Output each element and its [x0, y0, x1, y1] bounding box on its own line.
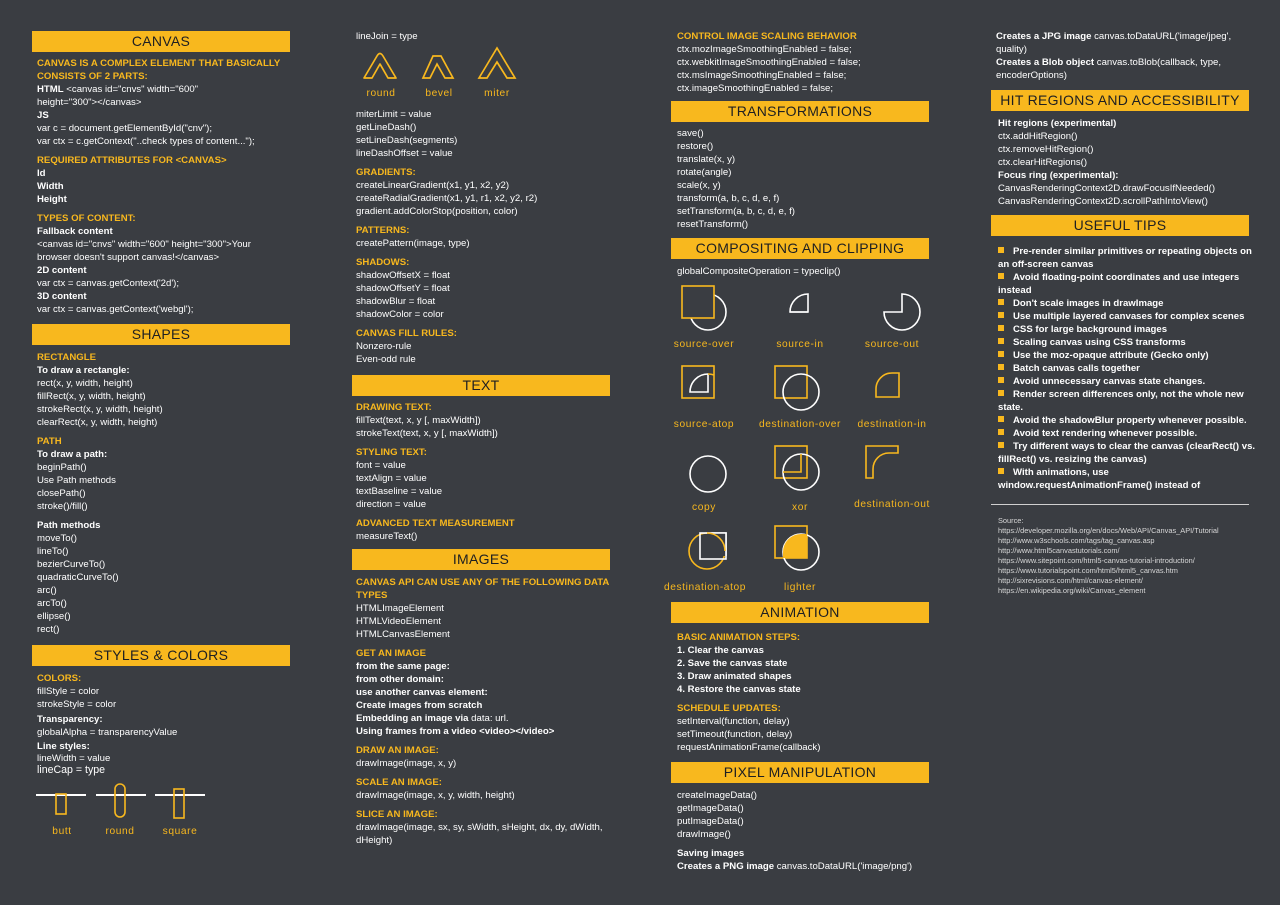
fill-rules-heading: CANVAS FILL RULES: — [356, 328, 457, 339]
join-round-label: round — [366, 88, 396, 99]
tip-12-text: Avoid text rendering whenever possible. — [1013, 428, 1198, 439]
rotate-method: rotate(angle) — [677, 167, 732, 178]
add-color-stop: gradient.addColorStop(position, color) — [356, 206, 518, 217]
miter-limit: miterLimit = value — [356, 109, 432, 120]
fill-text: fillText(text, x, y [, maxWidth]) — [356, 415, 481, 426]
tip-2-text: Avoid floating-point coordinates and use integers — [1013, 272, 1240, 283]
slice-image-code-2: dHeight) — [356, 835, 393, 846]
divider — [991, 504, 1249, 505]
styles-colors-header: STYLES & COLORS — [32, 645, 290, 666]
source-over-label: source-over — [673, 339, 735, 350]
blob-code-2: encoderOptions) — [996, 70, 1067, 81]
embedding-image-label: Embedding an image via — [356, 713, 469, 724]
advanced-text-heading: ADVANCED TEXT MEASUREMENT — [356, 518, 515, 529]
path-methods-label: Path methods — [37, 520, 101, 531]
bullet-icon — [998, 338, 1004, 344]
scale-method: scale(x, y) — [677, 180, 721, 191]
path-method-lineto: lineTo() — [37, 546, 69, 557]
blob-line — [996, 56, 1221, 69]
source-atop-icon — [681, 365, 729, 413]
path-step-2: Use Path methods — [37, 475, 116, 486]
join-miter-label: miter — [484, 88, 510, 99]
attr-height: Height — [37, 194, 67, 205]
tip-13-cont: fillRect() vs. resizing the canvas) — [998, 454, 1147, 465]
xor-icon — [774, 445, 822, 493]
fallback-code-2: browser doesn't support canvas!</canvas> — [37, 252, 220, 263]
html-video-element: HTMLVideoElement — [356, 616, 441, 627]
attr-id: Id — [37, 168, 46, 179]
path-method-arcto: arcTo() — [37, 598, 67, 609]
from-other-domain: from other domain: — [356, 674, 444, 685]
embedding-image-code: data: url. — [468, 713, 509, 724]
types-heading: TYPES OF CONTENT: — [37, 213, 136, 224]
tip-8 — [998, 362, 1140, 375]
tip-11-text: Avoid the shadowBlur property whenever possible. — [1013, 415, 1247, 426]
tip-1-text: Pre-render similar primitives or repeating objects on — [1013, 246, 1252, 257]
tip-4 — [998, 310, 1244, 323]
destination-in-label: destination-in — [857, 419, 927, 430]
tip-2 — [998, 271, 1239, 284]
join-bevel-label: bevel — [425, 88, 453, 99]
restore-method: restore() — [677, 141, 714, 152]
tip-3-text: Don't scale images in drawImage — [1013, 298, 1164, 309]
shadow-blur: shadowBlur = float — [356, 296, 436, 307]
round-join-icon — [364, 54, 396, 79]
global-composite-operation: globalCompositeOperation = typeclip() — [677, 266, 841, 277]
tip-11 — [998, 414, 1247, 427]
slice-image-heading: SLICE AN IMAGE: — [356, 809, 438, 820]
draw-image-pixel: drawImage() — [677, 829, 731, 840]
bullet-icon — [998, 377, 1004, 383]
video-frames: Using frames from a video <video></video> — [356, 726, 555, 737]
content-3d-label: 3D content — [37, 291, 87, 302]
get-image-data: getImageData() — [677, 803, 744, 814]
canvas-header: CANVAS — [32, 31, 290, 52]
tip-13 — [998, 440, 1255, 453]
basic-steps-heading: BASIC ANIMATION STEPS: — [677, 632, 801, 643]
text-align: textAlign = value — [356, 473, 427, 484]
saving-images-label: Saving images — [677, 848, 745, 859]
path-method-arc: arc() — [37, 585, 57, 596]
js-code-1: var c = document.getElementById("cnv"); — [37, 123, 213, 134]
line-styles-label: Line styles: — [37, 741, 90, 752]
colors-heading: COLORS: — [37, 673, 82, 684]
draw-image-code: drawImage(image, x, y) — [356, 758, 457, 769]
stroke-style: strokeStyle = color — [37, 699, 117, 710]
image-smoothing: ctx.imageSmoothingEnabled = false; — [677, 83, 833, 94]
source-label: Source: — [998, 516, 1024, 525]
strokerect-method: strokeRect(x, y, width, height) — [37, 404, 163, 415]
bevel-join-icon — [423, 56, 453, 78]
put-image-data: putImageData() — [677, 816, 744, 827]
path-step-3: closePath() — [37, 488, 86, 499]
content-2d-code: var ctx = canvas.getContext('2d'); — [37, 278, 180, 289]
tip-5 — [998, 323, 1167, 336]
content-2d-label: 2D content — [37, 265, 87, 276]
xor-label: xor — [792, 502, 808, 513]
line-join: lineJoin = type — [356, 31, 418, 42]
pixel-manipulation-header: PIXEL MANIPULATION — [671, 762, 929, 783]
bullet-icon — [998, 351, 1004, 357]
bullet-icon — [998, 247, 1004, 253]
png-code: canvas.toDataURL('image/png') — [774, 861, 913, 872]
miter-join-icon — [479, 48, 515, 78]
source-link-4[interactable]: https://www.sitepoint.com/html5-canvas-tutorial-introduction/ — [998, 556, 1195, 565]
blob-code: canvas.toBlob(callback, type, — [1094, 57, 1222, 68]
tip-7 — [998, 349, 1209, 362]
round-cap-icon — [96, 784, 146, 817]
tip-10-text: Render screen differences only, not the whole new — [1013, 389, 1244, 400]
bullet-icon — [998, 273, 1004, 279]
jpg-line — [996, 30, 1231, 43]
attr-width: Width — [37, 181, 64, 192]
butt-cap-icon — [36, 794, 86, 814]
draw-focus-if-needed: CanvasRenderingContext2D.drawFocusIfNeeded() — [998, 183, 1216, 194]
html-label: HTML — [37, 84, 64, 95]
tip-8-text: Batch canvas calls together — [1013, 363, 1140, 374]
source-out-label: source-out — [864, 339, 920, 350]
to-draw-path: To draw a path: — [37, 449, 108, 460]
images-header: IMAGES — [352, 549, 610, 570]
ms-smoothing: ctx.msImageSmoothingEnabled = false; — [677, 70, 847, 81]
content-3d-code: var ctx = canvas.getContext('webgl'); — [37, 304, 194, 315]
fill-style: fillStyle = color — [37, 686, 100, 697]
tip-10-cont: state. — [998, 402, 1024, 413]
request-animation-frame: requestAnimationFrame(callback) — [677, 742, 821, 753]
nonzero-rule: Nonzero-rule — [356, 341, 412, 352]
control-scaling-heading: CONTROL IMAGE SCALING BEHAVIOR — [677, 31, 857, 42]
measure-text: measureText() — [356, 531, 418, 542]
path-method-moveto: moveTo() — [37, 533, 77, 544]
png-line — [677, 860, 912, 873]
translate-method: translate(x, y) — [677, 154, 736, 165]
tip-2-cont: instead — [998, 285, 1032, 296]
line-cap-illustration — [36, 786, 206, 822]
scale-image-heading: SCALE AN IMAGE: — [356, 777, 442, 788]
path-method-quadratic: quadraticCurveTo() — [37, 572, 119, 583]
cap-round-label: round — [105, 826, 135, 837]
fallback-code-1: <canvas id="cnvs" width="600" height="300">Your — [37, 239, 251, 250]
api-types-2: TYPES — [356, 590, 388, 601]
html-canvas-element: HTMLCanvasElement — [356, 629, 450, 640]
jpg-label: Creates a JPG image — [996, 31, 1092, 42]
tip-7-text: Use the moz-opaque attribute (Gecko only) — [1013, 350, 1209, 361]
from-same-page: from the same page: — [356, 661, 450, 672]
png-label: Creates a PNG image — [677, 861, 775, 872]
required-attributes-heading: REQUIRED ATTRIBUTES FOR <CANVAS> — [37, 155, 227, 166]
focus-ring-label: Focus ring (experimental): — [998, 170, 1119, 181]
destination-out-icon — [865, 445, 913, 493]
tip-14-cont: window.requestAnimationFrame() instead of — [998, 480, 1201, 491]
create-pattern: createPattern(image, type) — [356, 238, 470, 249]
source-link-2[interactable]: http://www.w3schools.com/tags/tag_canvas.asp — [998, 536, 1155, 545]
global-alpha: globalAlpha = transparencyValue — [37, 727, 178, 738]
square-cap-icon — [155, 789, 205, 818]
line-cap: lineCap = type — [37, 764, 106, 776]
copy-icon — [681, 450, 729, 498]
line-width: lineWidth = value — [37, 753, 111, 764]
tip-3 — [998, 297, 1164, 310]
gradients-heading: GRADIENTS: — [356, 167, 416, 178]
js-code-2: var ctx = c.getContext("..check types of content..."); — [37, 136, 255, 147]
styling-text-heading: STYLING TEXT: — [356, 447, 427, 458]
tip-9-text: Avoid unnecessary canvas state changes. — [1013, 376, 1206, 387]
useful-tips-header: USEFUL TIPS — [991, 215, 1249, 236]
compositing-header: COMPOSITING AND CLIPPING — [671, 238, 929, 259]
direction: direction = value — [356, 499, 427, 510]
path-method-bezier: bezierCurveTo() — [37, 559, 106, 570]
source-out-icon — [875, 285, 923, 333]
fallback-label: Fallback content — [37, 226, 113, 237]
jpg-code-2: quality) — [996, 44, 1027, 55]
moz-smoothing: ctx.mozImageSmoothingEnabled = false; — [677, 44, 852, 55]
animation-step-4: 4. Restore the canvas state — [677, 684, 801, 695]
patterns-heading: PATTERNS: — [356, 225, 410, 236]
path-step-1: beginPath() — [37, 462, 87, 473]
bullet-icon — [998, 416, 1004, 422]
tip-13-text: Try different ways to clear the canvas (clearRect() vs. — [1013, 441, 1256, 452]
source-in-label: source-in — [776, 339, 824, 350]
source-atop-label: source-atop — [673, 419, 735, 430]
intro-line-2: CONSISTS OF 2 PARTS: — [37, 71, 148, 82]
reset-transform-method: resetTransform() — [677, 219, 749, 230]
use-another-canvas: use another canvas element: — [356, 687, 488, 698]
hit-regions-label: Hit regions (experimental) — [998, 118, 1117, 129]
destination-over-label: destination-over — [758, 419, 842, 430]
destination-over-icon — [774, 365, 822, 413]
remove-hit-region: ctx.removeHitRegion() — [998, 144, 1094, 155]
tip-5-text: CSS for large background images — [1013, 324, 1168, 335]
transparency-label: Transparency: — [37, 714, 103, 725]
add-hit-region: ctx.addHitRegion() — [998, 131, 1078, 142]
tip-12 — [998, 427, 1197, 440]
source-link-6[interactable]: http://sixrevisions.com/html/canvas-element/ — [998, 576, 1143, 585]
clearrect-method: clearRect(x, y, width, height) — [37, 417, 158, 428]
destination-out-label: destination-out — [854, 499, 930, 510]
shadows-heading: SHADOWS: — [356, 257, 410, 268]
animation-header: ANIMATION — [671, 602, 929, 623]
set-timeout: setTimeout(function, delay) — [677, 729, 793, 740]
embedding-image — [356, 712, 509, 725]
set-line-dash: setLineDash(segments) — [356, 135, 458, 146]
destination-atop-icon — [686, 530, 734, 578]
clear-hit-regions: ctx.clearHitRegions() — [998, 157, 1088, 168]
source-over-icon — [681, 285, 729, 333]
create-image-data: createImageData() — [677, 790, 757, 801]
tip-9 — [998, 375, 1205, 388]
source-link-5[interactable]: https://www.tutorialspoint.com/html5/html5_canvas.htm — [998, 566, 1178, 575]
get-line-dash: getLineDash() — [356, 122, 417, 133]
webkit-smoothing: ctx.webkitImageSmoothingEnabled = false; — [677, 57, 861, 68]
rect-method: rect(x, y, width, height) — [37, 378, 133, 389]
tip-10 — [998, 388, 1244, 401]
fillrect-method: fillRect(x, y, width, height) — [37, 391, 146, 402]
cap-square-label: square — [162, 826, 198, 837]
source-link-7[interactable]: https://en.wikipedia.org/wiki/Canvas_element — [998, 586, 1146, 595]
html-code-2: height="300"></canvas> — [37, 97, 142, 108]
bullet-icon — [998, 364, 1004, 370]
path-method-rect: rect() — [37, 624, 60, 635]
source-link-1[interactable]: https://developer.mozilla.org/en/docs/Web/API/Canvas_API/Tutorial — [998, 526, 1219, 535]
draw-image-heading: DRAW AN IMAGE: — [356, 745, 439, 756]
lighter-icon — [774, 525, 822, 573]
get-image-heading: GET AN IMAGE — [356, 648, 426, 659]
path-step-4: stroke()/fill() — [37, 501, 88, 512]
tip-14-text: With animations, use — [1013, 467, 1109, 478]
line-join-illustration — [360, 46, 520, 84]
set-interval: setInterval(function, delay) — [677, 716, 790, 727]
animation-step-1: 1. Clear the canvas — [677, 645, 764, 656]
tip-6-text: Scaling canvas using CSS transforms — [1013, 337, 1186, 348]
line-dash-offset: lineDashOffset = value — [356, 148, 453, 159]
shapes-header: SHAPES — [32, 324, 290, 345]
shadow-offset-x: shadowOffsetX = float — [356, 270, 450, 281]
transformations-header: TRANSFORMATIONS — [671, 101, 929, 122]
tip-4-text: Use multiple layered canvases for complex scenes — [1013, 311, 1245, 322]
destination-in-icon — [875, 365, 923, 413]
create-from-scratch: Create images from scratch — [356, 700, 483, 711]
destination-atop-label: destination-atop — [663, 582, 747, 593]
rectangle-heading: RECTANGLE — [37, 352, 96, 363]
tip-14 — [998, 466, 1109, 479]
tip-6 — [998, 336, 1186, 349]
source-link-3[interactable]: http://www.html5canvastutorials.com/ — [998, 546, 1120, 555]
js-label: JS — [37, 110, 49, 121]
jpg-code: canvas.toDataURL('image/jpeg', — [1091, 31, 1232, 42]
radial-gradient: createRadialGradient(x1, y1, r1, x2, y2, r2) — [356, 193, 538, 204]
tip-1-cont: an off-screen canvas — [998, 259, 1094, 270]
shadow-color: shadowColor = color — [356, 309, 444, 320]
api-types-1: CANVAS API CAN USE ANY OF THE FOLLOWING DATA — [356, 577, 610, 588]
bullet-icon — [998, 390, 1004, 396]
font-value: font = value — [356, 460, 406, 471]
html-image-element: HTMLImageElement — [356, 603, 444, 614]
stroke-text: strokeText(text, x, y [, maxWidth]) — [356, 428, 498, 439]
set-transform-method: setTransform(a, b, c, d, e, f) — [677, 206, 796, 217]
bullet-icon — [998, 468, 1004, 474]
path-heading: PATH — [37, 436, 62, 447]
intro-line-1: CANVAS IS A COMPLEX ELEMENT THAT BASICALLY — [37, 58, 281, 69]
tip-1 — [998, 245, 1252, 258]
bullet-icon — [998, 442, 1004, 448]
hit-regions-header: HIT REGIONS AND ACCESSIBILITY — [991, 90, 1249, 111]
blob-label: Creates a Blob object — [996, 57, 1095, 68]
bullet-icon — [998, 312, 1004, 318]
html-line — [37, 83, 198, 96]
animation-step-2: 2. Save the canvas state — [677, 658, 788, 669]
shadow-offset-y: shadowOffsetY = float — [356, 283, 450, 294]
html-code-1: <canvas id="cnvs" width="600" — [63, 84, 199, 95]
slice-image-code-1: drawImage(image, sx, sy, sWidth, sHeight, dx, dy, dWidth, — [356, 822, 603, 833]
scale-image-code: drawImage(image, x, y, width, height) — [356, 790, 515, 801]
bullet-icon — [998, 429, 1004, 435]
bullet-icon — [998, 299, 1004, 305]
scroll-path-into-view: CanvasRenderingContext2D.scrollPathIntoView() — [998, 196, 1208, 207]
save-method: save() — [677, 128, 704, 139]
animation-step-3: 3. Draw animated shapes — [677, 671, 792, 682]
text-baseline: textBaseline = value — [356, 486, 443, 497]
bullet-icon — [998, 325, 1004, 331]
cap-butt-label: butt — [52, 826, 72, 837]
lighter-label: lighter — [784, 582, 816, 593]
transform-method: transform(a, b, c, d, e, f) — [677, 193, 780, 204]
drawing-text-heading: DRAWING TEXT: — [356, 402, 432, 413]
to-draw-rectangle: To draw a rectangle: — [37, 365, 130, 376]
linear-gradient: createLinearGradient(x1, y1, x2, y2) — [356, 180, 510, 191]
path-method-ellipse: ellipse() — [37, 611, 71, 622]
source-in-icon — [781, 285, 829, 333]
copy-label: copy — [692, 502, 716, 513]
text-header: TEXT — [352, 375, 610, 396]
schedule-updates-heading: SCHEDULE UPDATES: — [677, 703, 781, 714]
even-odd-rule: Even-odd rule — [356, 354, 416, 365]
